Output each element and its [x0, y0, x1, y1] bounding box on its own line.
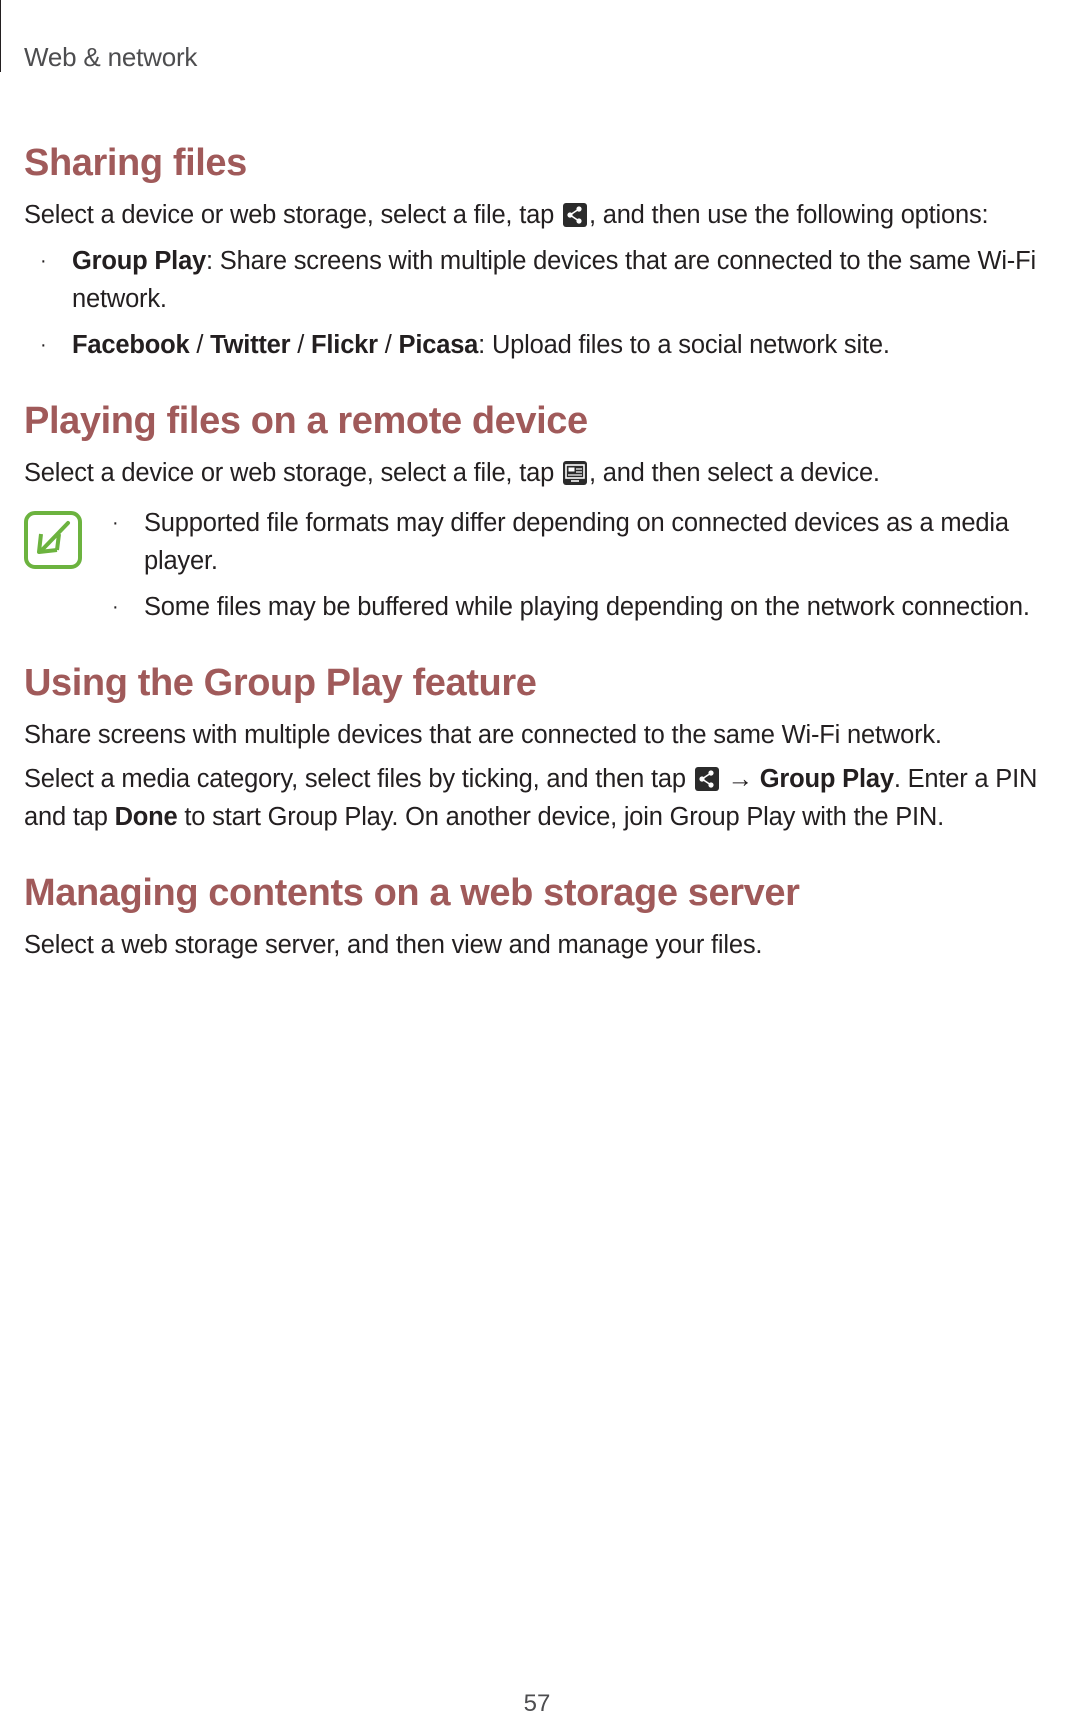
list-item: · Some files may be buffered while playing depending on the network connection.	[96, 588, 1070, 626]
section-title: Managing contents on a web storage server	[24, 872, 800, 914]
list-item: · Group Play: Share screens with multiple devices that are connected to the same Wi-Fi network.	[24, 242, 1070, 318]
paragraph: Select a web storage server, and then view and manage your files.	[24, 931, 763, 959]
play-on-device-icon	[563, 461, 587, 485]
note-list	[96, 504, 1070, 626]
bullet-icon: ·	[40, 250, 47, 272]
section-remote-device	[24, 398, 1070, 626]
page-number: 57	[523, 1690, 551, 1717]
share-icon	[563, 203, 587, 227]
page-edge-rule	[0, 0, 1, 72]
section-group-play	[24, 660, 1070, 836]
paragraph: Select a media category, select files by ticking, and then tap → Group Play. Enter a PIN and tap Done to start Group Play. On another device, join Group Play with the PIN.	[24, 765, 1038, 831]
list-item: · Supported file formats may differ depending on connected devices as a media player.	[96, 504, 1070, 580]
section-web-storage	[24, 870, 1070, 964]
bullet-icon: ·	[112, 596, 119, 618]
bullet-icon: ·	[40, 334, 47, 356]
note-icon	[24, 510, 82, 570]
section-title: Playing files on a remote device	[24, 400, 588, 442]
share-icon	[695, 767, 719, 791]
section-title: Using the Group Play feature	[24, 662, 537, 704]
list-item: · Facebook / Twitter / Flickr / Picasa: Upload files to a social network site.	[24, 326, 1070, 364]
section-title: Sharing files	[24, 142, 247, 184]
section-intro: Select a device or web storage, select a file, tap , and then use the following options:	[24, 201, 989, 229]
page-content	[24, 140, 1070, 998]
paragraph: Share screens with multiple devices that are connected to the same Wi-Fi network.	[24, 721, 942, 749]
note-box	[24, 504, 1070, 626]
section-intro: Select a device or web storage, select a file, tap , and then select a device.	[24, 459, 880, 487]
options-list	[24, 242, 1070, 364]
bullet-icon: ·	[112, 512, 119, 534]
running-header: Web & network	[24, 42, 198, 72]
section-sharing-files	[24, 140, 1070, 364]
